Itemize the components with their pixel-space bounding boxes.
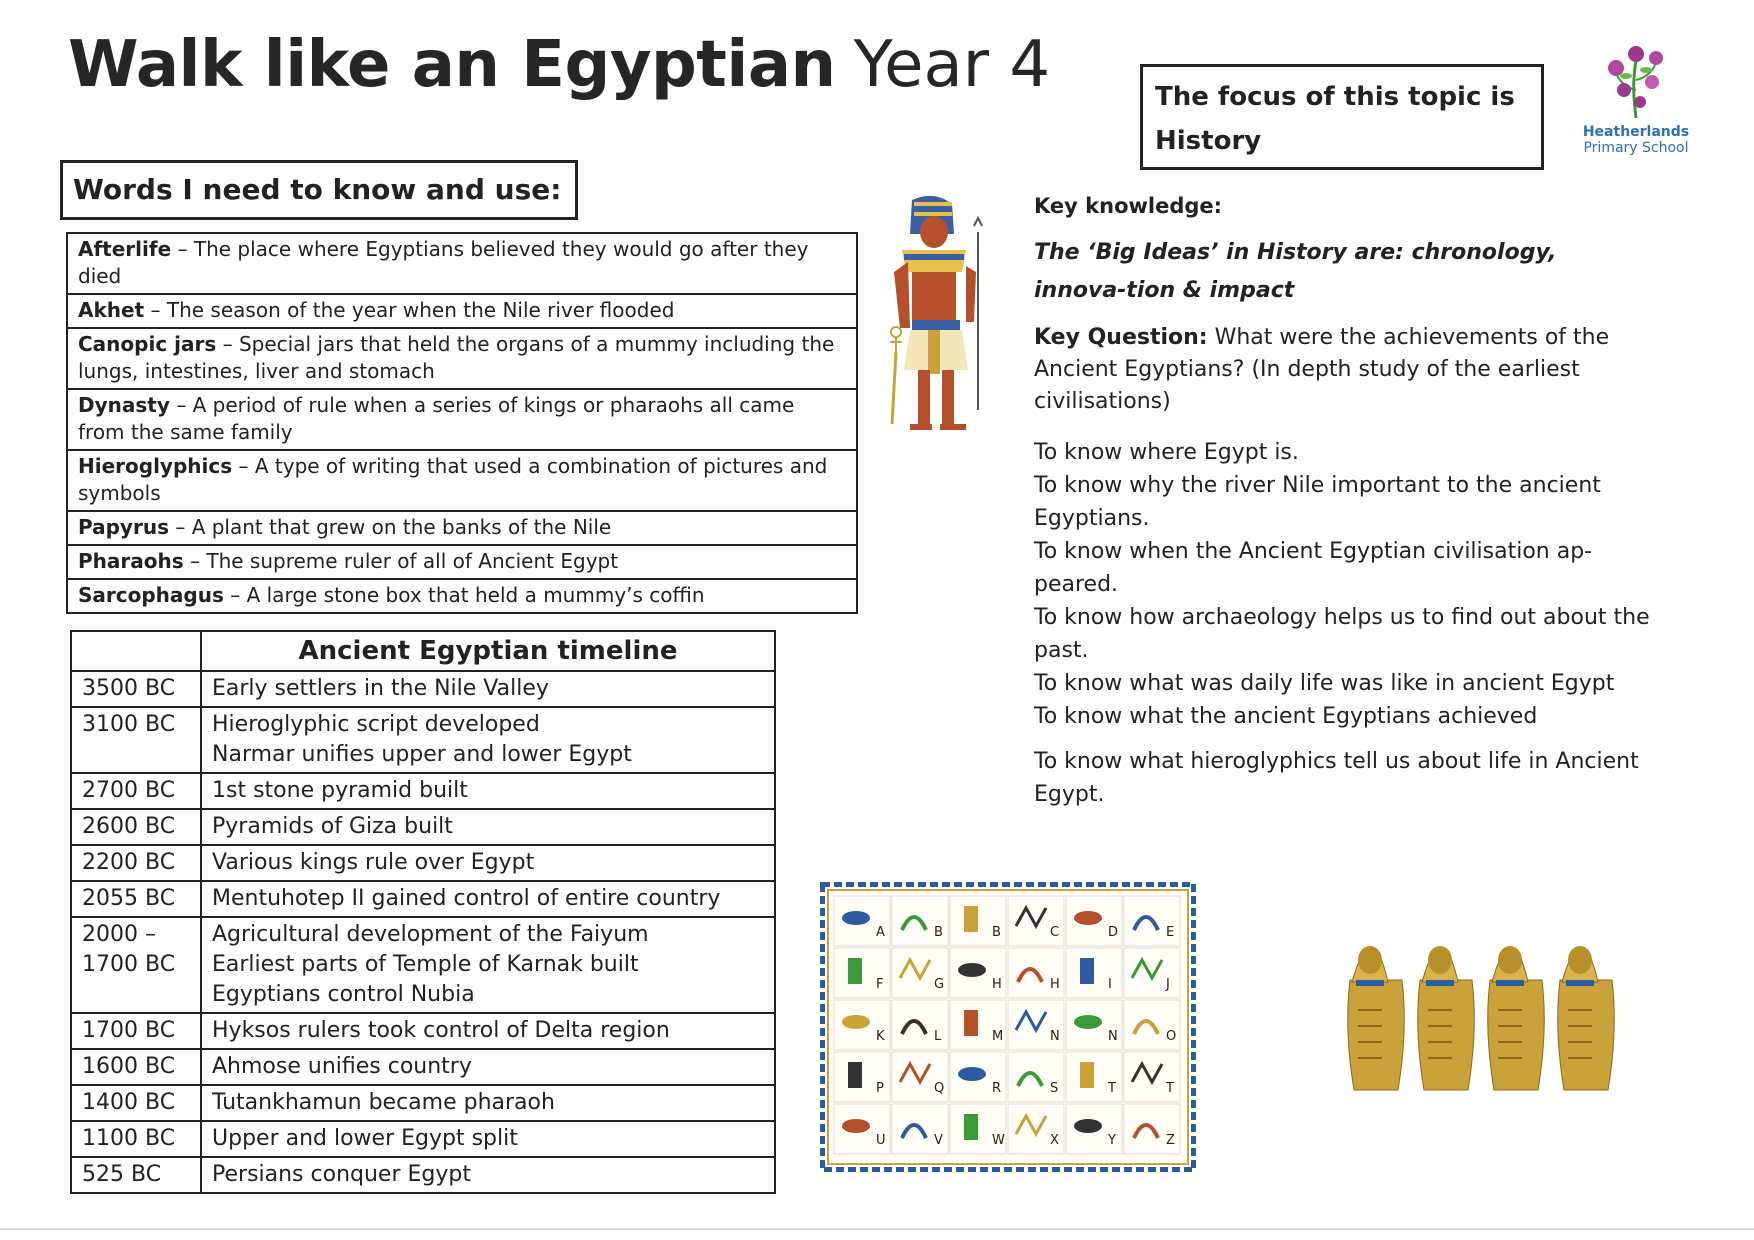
hieroglyph-letter: N [1050,1029,1060,1044]
vocab-definition: – Special jars that held the organs of a mummy including the lungs, intestines, liver and stomach [78,332,835,383]
vocab-cell [67,579,857,613]
vocab-cell [67,545,857,579]
flower-logo-icon [1596,40,1676,120]
hieroglyph-letter: I [1108,977,1112,992]
hieroglyph-letter: M [992,1029,1004,1044]
hieroglyph-letter: T [1166,1081,1174,1096]
timeline-table [70,630,776,1194]
hieroglyph-letter: J [1166,977,1170,992]
vocab-definition: – A large stone box that held a mummy’s coffin [223,583,705,607]
hieroglyph-letter: P [876,1081,884,1096]
hieroglyph-letter: V [934,1133,943,1148]
timeline-event: Agricultural development of the Faiyum Earliest parts of Temple of Karnak built Egyptians control Nubia [201,917,775,1013]
vocab-row [67,233,857,294]
canopic-jars-icon [1330,920,1620,1100]
timeline-date: 2000 – 1700 BC [71,917,201,1013]
timeline-event: Upper and lower Egypt split [201,1121,775,1157]
focus-line1: The focus of this topic is [1155,82,1515,112]
hieroglyph-letter: B [992,925,1001,940]
vocab-row [67,450,857,511]
timeline-row [71,1085,775,1121]
hieroglyph-letter: R [992,1081,1002,1096]
page-bottom-divider [0,1228,1754,1230]
vocab-table [66,232,858,614]
vocab-cell [67,511,857,545]
vocab-cell [67,450,857,511]
aim-item: To know why the river Nile important to the ancient Egyptians. [1034,473,1601,531]
timeline-corner-cell [71,631,201,671]
hieroglyph-letter: W [992,1133,1005,1148]
timeline-event: Persians conquer Egypt [201,1157,775,1193]
hieroglyph-letter: F [876,977,884,992]
timeline-event: Various kings rule over Egypt [201,845,775,881]
vocab-row [67,511,857,545]
title-main: Walk like an Egyptian [68,28,836,102]
hieroglyph-letter: N [1108,1029,1118,1044]
hieroglyph-letter: B [934,925,943,940]
aims-list [1034,436,1654,811]
vocab-row [67,545,857,579]
hieroglyph-letter: K [876,1029,885,1044]
hieroglyph-letter: G [934,977,945,992]
timeline-date: 2200 BC [71,845,201,881]
timeline-date: 1600 BC [71,1049,201,1085]
timeline-date: 1700 BC [71,1013,201,1049]
timeline-event: Hieroglyphic script developed Narmar unifies upper and lower Egypt [201,707,775,773]
canopic-jar-icon [1558,946,1615,1090]
vocab-term: Pharaohs [78,549,184,573]
timeline-event: Ahmose unifies country [201,1049,775,1085]
vocab-definition: – A plant that grew on the banks of the Nile [168,515,612,539]
timeline-event: Pyramids of Giza built [201,809,775,845]
timeline-date: 2700 BC [71,773,201,809]
vocab-definition: – The season of the year when the Nile river flooded [144,298,675,322]
vocab-definition: – The supreme ruler of all of Ancient Egypt [183,549,619,573]
timeline-row [71,707,775,773]
hieroglyph-alphabet-icon [820,882,1196,1172]
vocab-term: Afterlife [78,237,172,261]
hieroglyph-letter: O [1166,1029,1177,1044]
hieroglyph-letter: D [1108,925,1119,940]
canopic-jar-icon [1348,946,1405,1090]
vocab-row [67,294,857,328]
hieroglyph-letter: T [1108,1081,1116,1096]
timeline-date: 3100 BC [71,707,201,773]
timeline-date: 2600 BC [71,809,201,845]
timeline-date: 1400 BC [71,1085,201,1121]
vocab-row [67,328,857,389]
page-title [68,28,1050,102]
logo-name: Heatherlands [1582,124,1690,140]
hieroglyph-letter: A [876,925,885,940]
aim-item: To know how archaeology helps us to find out about the past. [1034,605,1650,663]
vocab-term: Sarcophagus [78,583,224,607]
timeline-event: Hyksos rulers took control of Delta region [201,1013,775,1049]
hieroglyph-letter: Q [934,1081,945,1096]
hieroglyph-letter: L [934,1029,942,1044]
timeline-date: 1100 BC [71,1121,201,1157]
hieroglyph-letter: E [1166,925,1175,940]
timeline-date: 2055 BC [71,881,201,917]
key-knowledge-section [1034,190,1654,811]
vocab-cell [67,328,857,389]
pharaoh-icon [882,192,992,438]
timeline-row [71,1157,775,1193]
timeline-row [71,1049,775,1085]
vocab-cell [67,233,857,294]
canopic-jar-icon [1418,946,1475,1090]
aim-item-final: To know what hieroglyphics tell us about life in Ancient Egypt. [1034,749,1639,807]
timeline-date: 3500 BC [71,671,201,707]
key-knowledge-heading: Key knowledge: [1034,194,1223,218]
logo-sub: Primary School [1583,140,1689,156]
timeline-heading: Ancient Egyptian timeline [201,631,775,671]
vocab-term: Akhet [78,298,145,322]
vocab-term: Dynasty [78,393,170,417]
timeline-row [71,1013,775,1049]
timeline-event: 1st stone pyramid built [201,773,775,809]
hieroglyph-letter: Y [1108,1133,1116,1148]
canopic-jar-icon [1488,946,1545,1090]
vocab-definition: – A type of writing that used a combination of pictures and symbols [78,454,828,505]
focus-line2: History [1155,126,1262,156]
vocab-definition: – A period of rule when a series of kings or pharaohs all came from the same family [78,393,795,444]
timeline-row [71,917,775,1013]
timeline-row [71,809,775,845]
timeline-event: Early settlers in the Nile Valley [201,671,775,707]
aim-item: To know what the ancient Egyptians achieved [1034,704,1538,729]
vocab-term: Hieroglyphics [78,454,233,478]
timeline-event: Mentuhotep II gained control of entire country [201,881,775,917]
hieroglyph-letter: U [876,1133,886,1148]
timeline-row [71,773,775,809]
vocab-cell [67,389,857,450]
vocab-term: Canopic jars [78,332,217,356]
hieroglyph-letter: Z [1166,1133,1175,1148]
vocab-definition: – The place where Egyptians believed they would go after they died [78,237,809,288]
key-question [1034,322,1654,418]
focus-box [1140,64,1544,170]
timeline-row [71,1121,775,1157]
aim-item: To know where Egypt is. [1034,440,1299,465]
hieroglyph-letter: H [1050,977,1060,992]
vocab-cell [67,294,857,328]
vocab-row [67,389,857,450]
key-question-text: What were the achievements of the Ancient Egyptians? (In depth study of the earliest civilisations) [1034,325,1610,414]
timeline-row [71,881,775,917]
title-year: Year 4 [853,28,1051,102]
key-question-label: Key Question: [1034,325,1208,350]
hieroglyph-letter: X [1050,1133,1059,1148]
aim-item: To know when the Ancient Egyptian civilisation ap-peared. [1034,539,1593,597]
aim-item: To know what was daily life was like in ancient Egypt [1034,671,1615,696]
hieroglyph-letter: S [1050,1081,1059,1096]
timeline-event: Tutankhamun became pharaoh [201,1085,775,1121]
hieroglyph-letter: H [992,977,1002,992]
hieroglyph-letter: C [1050,925,1060,940]
words-heading: Words I need to know and use: [60,160,578,220]
vocab-row [67,579,857,613]
vocab-term: Papyrus [78,515,169,539]
big-ideas-text: The ‘Big Ideas’ in History are: chronology, innova-tion & impact [1034,240,1557,303]
timeline-row [71,845,775,881]
timeline-row [71,671,775,707]
school-logo [1580,40,1692,156]
timeline-date: 525 BC [71,1157,201,1193]
